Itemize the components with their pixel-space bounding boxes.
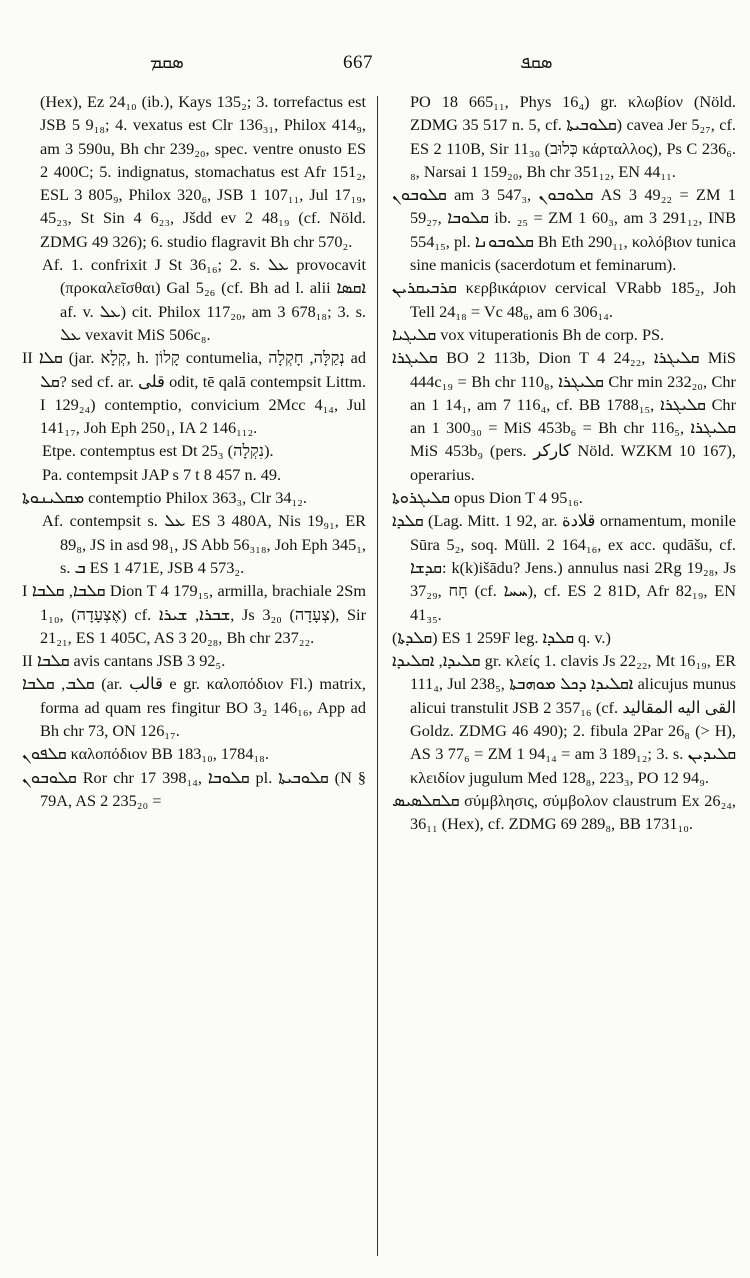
column-divider bbox=[377, 96, 378, 1256]
entry-paragraph: ܩܠܝܓܪܘܬܐ opus Dion T 4 95₁₆. bbox=[392, 488, 583, 508]
entry-paragraph: ܩܪܒܝܩܪܝܢ κερβικάριον cervical VRabb 185₂, Joh Tell 24₁₈ = Vc 48₆, am 6 306₁₄. bbox=[392, 278, 736, 321]
entry-paragraph: ܩܠܘܒܘܢ Ror chr 17 398₁₄, ܩܠܘܒܐ pl. ܩܠܘܒܝܬܐ (N § 79A, AS 2 235₂₀ = bbox=[22, 767, 366, 810]
entry-paragraph: Af. contempsit s. ܥܠ ES 3 480A, Nis 19₉₁, ER 89₈, JS in asd 98₁, JS Abb 56₃₁₈, Joh Eph 345₁, s. ܒ ES 1 471E, JSB 4 573₂. bbox=[42, 511, 366, 577]
entry-paragraph: PO 18 665₁₁, Phys 16₄) gr. κλωβίον (Nöld. ZDMG 35 517 n. 5, cf. ܩܠܘܒܝܬܐ) cavea Jer 5₂₇, cf. ES 2 110B, Sir 11₃₀ (כְּלוּב κάρταλλος), Ps C 236₆. ₈, Narsai 1 159₂₀, Bh chr 351₁₂, EN 44₁₁. bbox=[410, 92, 737, 181]
entry-paragraph: (Hex), Ez 24₁₀ (ib.), Kays 135₂; 3. torrefactus est JSB 5 9₁₈; 4. vexatus est Clr 136₃₁, Philox 414₉, am 3 590u, Bh chr 239₂₀, spec. ventre onusto ES 2 400C; 5. indignatus, stomachatus est Afr 151₂, ESL 3 805₉, Philox 320₆, JSB 1 107₁₁, Jul 17₁₉, 45₂₃, St Sin 4 6₂₃, Jšdd ev 2 48₁₉ (cf. Nöld. ZDMG 49 326); 6. studio flagravit Bh chr 570₂. bbox=[40, 92, 366, 251]
entry-paragraph: Af. 1. confrixit J St 36₁₆; 2. s. ܥܠ provocavit (προκαλεῖσθαι) Gal 5₂₆ (cf. Bh ad l. alii ܐܩܣܐ af. v. ܥܠ) cit. Philox 117₂₀, am 3 678₁₈; 3. s. ܥܠ vexavit MiS 506c₈. bbox=[42, 255, 366, 344]
entry-paragraph: Etpe. contemptus est Dt 25₃ (נִקְלָה). bbox=[42, 441, 274, 461]
entry-paragraph: (ܩܠܕܬܐ) ES 1 259F leg. ܩܠܕܐ q. v.) bbox=[392, 627, 611, 647]
running-head-left: ܣܩܡ bbox=[150, 52, 184, 72]
entry-paragraph: ܩܠܒ, ܩܠܒܐ (ar. قالب e gr. καλοπόδιον Fl.) matrix, forma ad quam res fingitur BO 3₂ 146₁₆, App ad Bh chr 73, ON 126₁₇. bbox=[22, 674, 366, 741]
entry-paragraph: ܩܠܩܠܣܝܣ σύμβλησις, σύμβολον claustrum Ex 26₂₄, 36₁₁ (Hex), cf. ZDMG 69 289₈, BB 1731₁₀. bbox=[392, 790, 736, 834]
entry-paragraph: ܩܠܘܒܘܢ am 3 547₃, ܩܠܘܒܘܢ AS 3 49₂₂ = ZM 1 59₂₇, ܩܠܘܒܐ ib. ₂₅ = ZM 1 60₃, am 3 291₁₂, INB 554₁₅, pl. ܩܠܘܒܘܢܐ Bh Eth 290₁₁, κολόβιον tunica sine manicis (sacerdotum et feminarum). bbox=[392, 185, 736, 275]
entry-paragraph: Pa. contempsit JAP s 7 t 8 457 n. 49. bbox=[42, 464, 282, 484]
running-head-right: ܣܩܦ bbox=[520, 52, 553, 72]
entry-paragraph: II ܩܠܐ (jar. קְלָא, h. קָלוֹן contumelia, נְקַלָּה, חָקְלָה ad ܩܠ? sed cf. ar. قلى odit, tē qalā contempsit Littm. I 129₂₄) contemptio, convicium 2Mcc 4₁₄, Jul 141₁₇, Joh Eph 250₁, IA 2 146₁₁₂. bbox=[22, 348, 367, 438]
page-number: 667 bbox=[343, 52, 373, 73]
entry-paragraph: ܩܠܝܕܐ, ܐܩܠܝܕܐ gr. κλείς 1. clavis Js 22₂₂, Mt 16₁₉, ER 111₄, Jul 238₅, ܐܩܠܝܕܐ ܕܟܠ ܡܘܗܒܬܐ alicujus munus alicui transtulit JSB 2 357₁₆ (cf. القى اليه المقاليد Goldz. ZDMG 46 490); 2. fibula 2Par 26₈ (> H), AS 3 77₆ = ZM 1 94₁₄ = am 3 189₁₂; 3. s. ܩܠܝܕܝܢ κλειδίον jugulum Med 128₈, 223₃, PO 12 94₉. bbox=[392, 651, 737, 787]
entry-paragraph: ܩܠܝܓܝܐ vox vituperationis Bh de corp. PS. bbox=[392, 324, 665, 344]
entry-paragraph: II ܩܠܒܐ avis cantans JSB 3 92₅. bbox=[22, 651, 226, 671]
entry-paragraph: I ܩܠܒܐ, ܩܠܒܐ Dion T 4 179₁₅, armilla, brachiale 2Sm 1₁₀, (אֶצְעָדָה) cf. ܫܒܪܐ, ܫܝܪܐ, Js 3₂₀ (צְעָדָה), Sir 21₂₁, ES 1 405C, AS 3 20₂₈, Bh chr 237₂₂. bbox=[22, 581, 367, 647]
right-column bbox=[390, 90, 736, 836]
entry-paragraph: ܩܠܕܐ (Lag. Mitt. 1 92, ar. قلادة ornamentum, monile Sūra 5₂, soq. Müll. 2 164₁₆, ex acc. qudāšu, cf. ܩܕܫܐ: k(k)išādu? Jens.) annulus nasi 2Rg 19₂₈, Js 37₂₉, חָח (cf. ܚܚܐ), cf. ES 2 81D, Afr 82₁₉, EN 41₃₅. bbox=[392, 511, 737, 624]
entry-paragraph: ܩܠܝܓܪܐ BO 2 113b, Dion T 4 24₂₂, ܩܠܝܓܪܐ MiS 444c₁₉ = Bh chr 110₈, ܩܠܝܓܪܐ Chr min 232₂₀, Chr an 1 14₁, am 7 116₄, cf. BB 1788₁₅, ܩܠܝܓܪܐ Chr an 1 300₃₀ = MiS 453b₆ = Bh chr 116₅, ܩܠܝܓܪܐ MiS 453b₉ (pers. كاركر Nöld. WZKM 10 167), operarius. bbox=[392, 348, 736, 484]
entry-paragraph: ܩܠܦܘܢ καλοπόδιον BB 183₁₀, 1784₁₈. bbox=[22, 744, 269, 764]
entry-paragraph: ܡܩܠܝܢܘܬܐ contemptio Philox 363₃, Clr 34₁₂. bbox=[22, 488, 307, 508]
left-column bbox=[20, 90, 366, 812]
